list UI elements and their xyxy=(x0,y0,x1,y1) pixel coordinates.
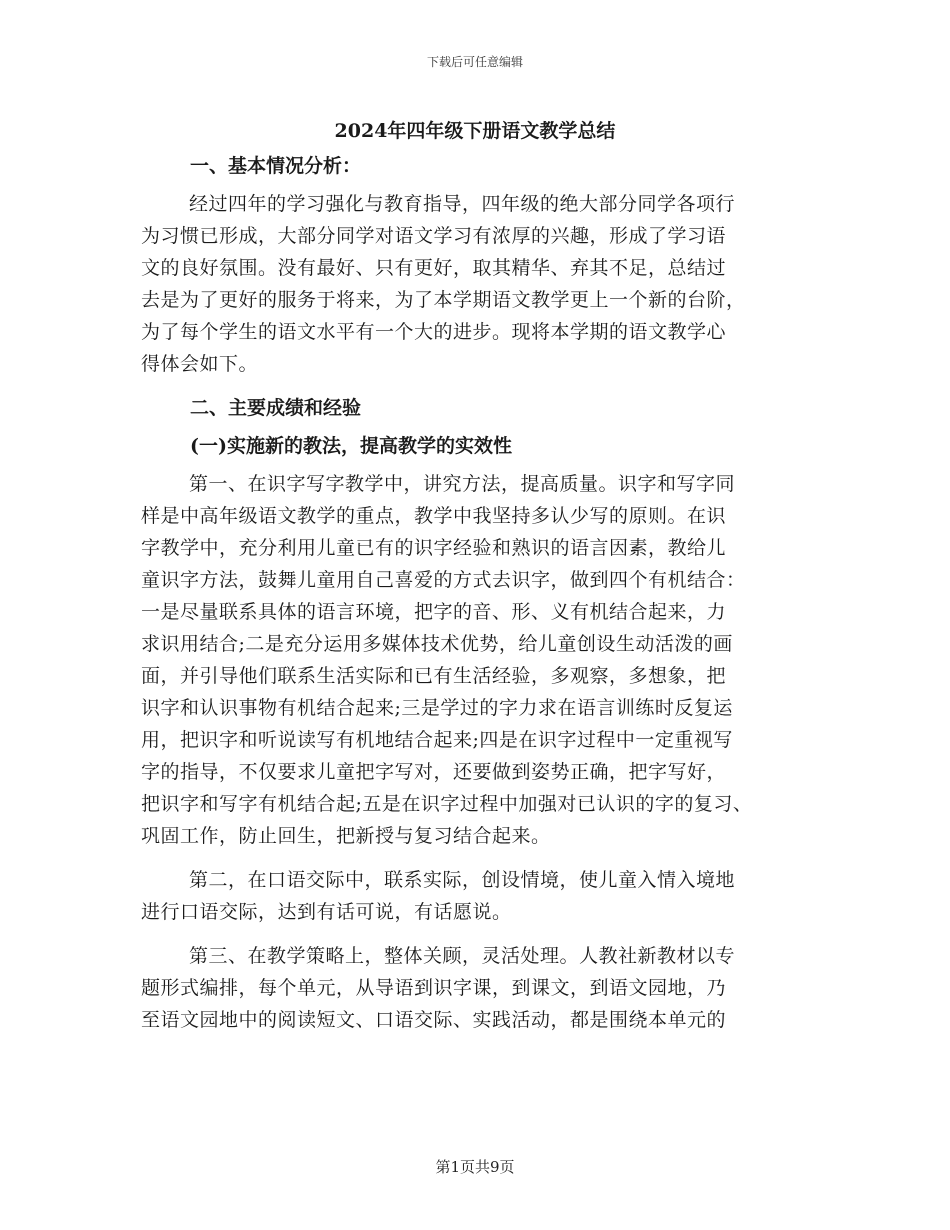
text-line: 字的指导，不仅要求儿童把字写对，还要做到姿势正确，把字写好， xyxy=(141,761,727,783)
paragraph-basic-analysis xyxy=(141,188,821,380)
text-line: 第一、在识字写字教学中，讲究方法，提高质量。识字和写字同 xyxy=(189,473,736,495)
text-line: 得体会如下。 xyxy=(141,353,259,375)
text-line: 为了每个学生的语文水平有一个大的进步。现将本学期的语文教学心 xyxy=(141,321,727,343)
sub-heading-new-methods: (一)实施新的教法，提高教学的实效性 xyxy=(190,435,512,457)
text-line: 进行口语交际，达到有话可说，有话愿说。 xyxy=(141,901,512,923)
text-line: 面，并引导他们联系生活实际和已有生活经验，多观察，多想象，把 xyxy=(141,665,727,687)
document-title: 2024年四年级下册语文教学总结 xyxy=(334,120,616,142)
paragraph-literacy-teaching xyxy=(141,468,821,852)
paragraph-teaching-strategy xyxy=(141,940,821,1036)
page-footer: 第1页共9页 xyxy=(435,1158,515,1176)
text-line: 样是中高年级语文教学的重点，教学中我坚持多认少写的原则。在识 xyxy=(141,505,727,527)
section-heading-basic-analysis: 一、基本情况分析： xyxy=(190,155,362,177)
text-line: 去是为了更好的服务于将来，为了本学期语文教学更上一个新的台阶， xyxy=(141,289,746,311)
text-line: 字教学中，充分利用儿童已有的识字经验和熟识的语言因素，教给儿 xyxy=(141,537,727,559)
text-line: 用，把识字和听说读写有机地结合起来;四是在识字过程中一定重视写 xyxy=(141,729,733,751)
text-line: 题形式编排，每个单元，从导语到识字课，到课文，到语文园地，乃 xyxy=(141,977,727,999)
text-line: 童识字方法，鼓舞儿童用自己喜爱的方式去识字，做到四个有机结合： xyxy=(141,569,746,591)
text-line: 为习惯已形成，大部分同学对语文学习有浓厚的兴趣，形成了学习语 xyxy=(141,225,727,247)
text-line: 经过四年的学习强化与教育指导，四年级的绝大部分同学各项行 xyxy=(189,193,736,215)
paragraph-oral-communication xyxy=(141,864,821,928)
header-note: 下载后可任意编辑 xyxy=(426,55,523,69)
document-body xyxy=(141,150,821,1036)
text-line: 第二，在口语交际中，联系实际，创设情境，使儿童入情入境地 xyxy=(189,869,736,891)
text-line: 第三、在教学策略上，整体关顾，灵活处理。人教社新教材以专 xyxy=(189,945,736,967)
text-line: 识字和认识事物有机结合起来;三是学过的字力求在语言训练时反复运 xyxy=(141,697,733,719)
text-line: 求识用结合;二是充分运用多媒体技术优势，给儿童创设生动活泼的画 xyxy=(141,633,733,655)
text-line: 文的良好氛围。没有最好、只有更好，取其精华、弃其不足，总结过 xyxy=(141,257,727,279)
text-line: 至语文园地中的阅读短文、口语交际、实践活动，都是围绕本单元的 xyxy=(141,1009,727,1031)
text-line: 把识字和写字有机结合起;五是在识字过程中加强对已认识的字的复习、 xyxy=(141,793,753,815)
text-line: 巩固工作，防止回生，把新授与复习结合起来。 xyxy=(141,825,551,847)
section-heading-achievements: 二、主要成绩和经验 xyxy=(190,397,362,419)
text-line: 一是尽量联系具体的语言环境，把字的音、形、义有机结合起来，力 xyxy=(141,601,727,623)
